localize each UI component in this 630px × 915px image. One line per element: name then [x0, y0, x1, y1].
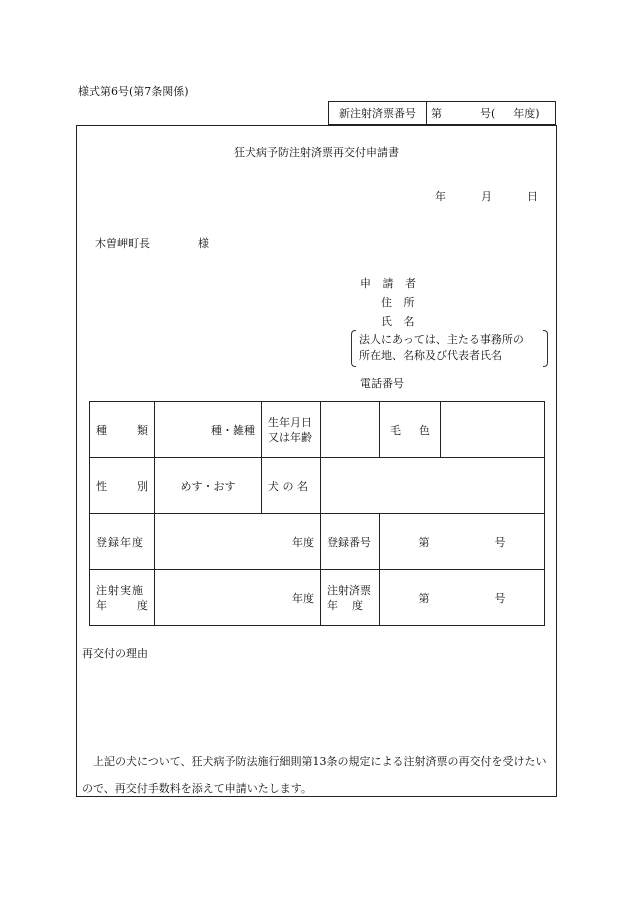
- sex-label: 性 別: [90, 458, 155, 514]
- table-row: [90, 514, 545, 570]
- applicant-name-label[interactable]: 氏 名: [381, 315, 419, 328]
- reason-field[interactable]: [82, 666, 551, 736]
- tag-year-label: 注射済票 年 度: [321, 570, 380, 626]
- declaration-statement: 上記の犬について、狂犬病予防法施行細則第13条の規定による注射済票の再交付を受けたいので、再交付手数料を添えて申請いたします。: [82, 755, 547, 795]
- dog-name-field[interactable]: [321, 458, 545, 514]
- corporation-note-line2: 所在地、名称及び代表者氏名: [359, 349, 502, 362]
- reason-label: 再交付の理由: [82, 647, 148, 660]
- applicant-heading: 申 請 者: [360, 277, 420, 290]
- corporation-note: [351, 330, 548, 367]
- injection-year-label: 注射実施 年 度: [90, 570, 155, 626]
- addressee: [95, 235, 209, 251]
- new-tag-number-field[interactable]: [427, 102, 555, 124]
- form-number-label: 様式第6号(第7条関係): [78, 85, 189, 98]
- color-label: 毛 色: [380, 402, 441, 458]
- dai-text: 第: [431, 107, 442, 120]
- month-label: 月: [481, 190, 492, 203]
- color-field[interactable]: [441, 402, 545, 458]
- injection-year-field[interactable]: 年度: [155, 570, 321, 626]
- sex-field[interactable]: めす・おす: [155, 458, 262, 514]
- birth-field[interactable]: [321, 402, 380, 458]
- registration-number-label: 登録番号: [321, 514, 380, 570]
- new-tag-number-label: 新注射済票番号: [329, 102, 427, 124]
- new-tag-number-box: [328, 101, 556, 125]
- table-row: [90, 570, 545, 626]
- right-bracket: [543, 330, 548, 367]
- go-text: 号(: [480, 107, 496, 120]
- breed-field[interactable]: 種・雑種: [155, 402, 262, 458]
- form-title: 狂犬病予防注射済票再交付申請書: [234, 146, 399, 159]
- kind-label: 種 類: [90, 402, 155, 458]
- application-form-frame: [76, 125, 557, 797]
- table-row: [90, 458, 545, 514]
- application-date[interactable]: [435, 188, 538, 204]
- table-row: [90, 402, 545, 458]
- left-bracket: [351, 330, 356, 367]
- nendo-text: 年度): [513, 107, 540, 120]
- applicant-block: [360, 274, 420, 331]
- addressee-name: 木曽岬町長: [95, 237, 150, 250]
- applicant-address-label[interactable]: 住 所: [381, 296, 419, 309]
- year-label: 年: [435, 190, 446, 203]
- corporation-note-line1: 法人にあっては、主たる事務所の: [359, 333, 524, 346]
- registration-number-field[interactable]: 第 号: [380, 514, 545, 570]
- registration-year-label: 登録年度: [90, 514, 155, 570]
- dog-name-label: 犬 の 名: [262, 458, 321, 514]
- birth-label: 生年月日 又は年齢: [262, 402, 321, 458]
- addressee-honorific: 様: [198, 237, 209, 250]
- registration-year-field[interactable]: 年度: [155, 514, 321, 570]
- dog-info-table: [89, 401, 545, 626]
- phone-label[interactable]: 電話番号: [360, 377, 404, 390]
- tag-number-field[interactable]: 第 号: [380, 570, 545, 626]
- day-label: 日: [527, 190, 538, 203]
